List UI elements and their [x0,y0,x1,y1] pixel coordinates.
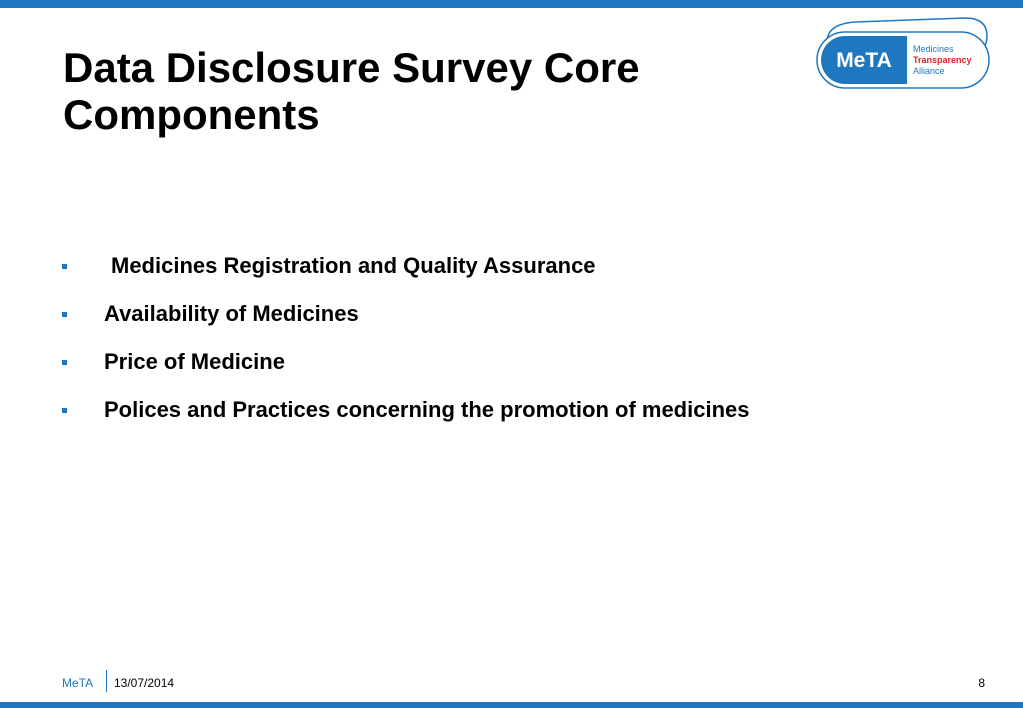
slide-title: Data Disclosure Survey Core Components [63,44,640,138]
bullet-icon [62,312,67,317]
bullet-text: Polices and Practices concerning the promotion of medicines [104,397,750,422]
top-accent-bar [0,0,1023,8]
bullet-text: Price of Medicine [104,349,285,374]
bottom-accent-bar [0,702,1023,708]
logo-line2: Transparency [913,55,972,65]
bullet-icon [62,264,67,269]
footer-divider [106,670,107,692]
meta-logo [815,14,995,94]
bullet-icon [62,408,67,413]
page-number: 8 [978,676,985,690]
logo-line3: Alliance [913,66,945,76]
bullet-text: Medicines Registration and Quality Assurance [111,253,596,278]
logo-brand-text: MeTA [836,49,892,72]
bullet-icon [62,360,67,365]
bullet-text: Availability of Medicines [104,301,359,326]
footer-brand: MeTA [62,676,94,690]
footer-date: 13/07/2014 [114,676,175,690]
logo-line1: Medicines [913,44,954,54]
